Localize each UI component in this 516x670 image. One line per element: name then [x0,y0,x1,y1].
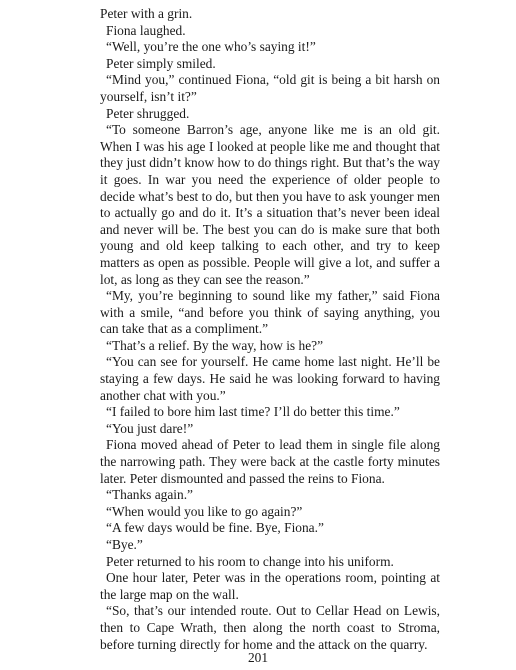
paragraph: One hour later, Peter was in the operations room, pointing at the large map on the wall. [100,570,440,602]
paragraph: “You just dare!” [106,420,194,436]
paragraph: “That’s a relief. By the way, how is he?” [106,337,324,353]
page-number: 201 [247,650,269,665]
paragraph: “Bye.” [106,537,143,552]
paragraph: “A few days would be fine. Bye, Fiona.” [106,520,324,536]
paragraph: “You can see for yourself. He came home last night. He’ll be staying a few days. He said he was looking forward to having another chat with you.” [100,354,440,403]
paragraph: “So, that’s our intended route. Out to Cellar Head on Lewis, then to Cape Wrath, then along the north coast to Stroma, before turning directly for home and the attack on the quarry. [100,603,440,652]
body-text [100,6,440,653]
paragraph: “To someone Barron’s age, anyone like me is an old git. When I was his age I looked at people like me and thought that they just didn’t know how to do things right. But that’s the way it goes. In war you need the experience of older people to decide what’s best to do, but then you have to ask younger men to actually go and do it. It’s a situation that’s never been ideal and never will be. The best you can do is make sure that both young and old keep talking to each other, and try to keep matters as open as possible. People will give a lot, and suffer a lot, as long as they can see the reason.” [100,122,440,287]
paragraph: “I failed to bore him last time? I’ll do better this time.” [106,404,400,420]
paragraph: Fiona laughed. [106,22,186,38]
paragraph: Peter returned to his room to change into his uniform. [106,553,394,569]
paragraph: “My, you’re beginning to sound like my father,” said Fiona with a smile, “and before you think of saying anything, you can take that as a compliment.” [100,288,440,337]
paragraph: Peter simply smiled. [106,55,216,71]
paragraph: “When would you like to go again?” [106,503,303,519]
paragraph: “Thanks again.” [106,487,193,503]
paragraph: Peter shrugged. [106,105,190,121]
paragraph: Peter with a grin. [100,6,193,21]
paragraph: Fiona moved ahead of Peter to lead them in single file along the narrowing path. They were back at the castle forty minutes later. Peter dismounted and passed the reins to Fiona. [100,437,440,486]
paragraph: “Well, you’re the one who’s saying it!” [106,39,316,55]
paragraph: “Mind you,” continued Fiona, “old git is being a bit harsh on yourself, isn’t it?” [100,72,440,104]
